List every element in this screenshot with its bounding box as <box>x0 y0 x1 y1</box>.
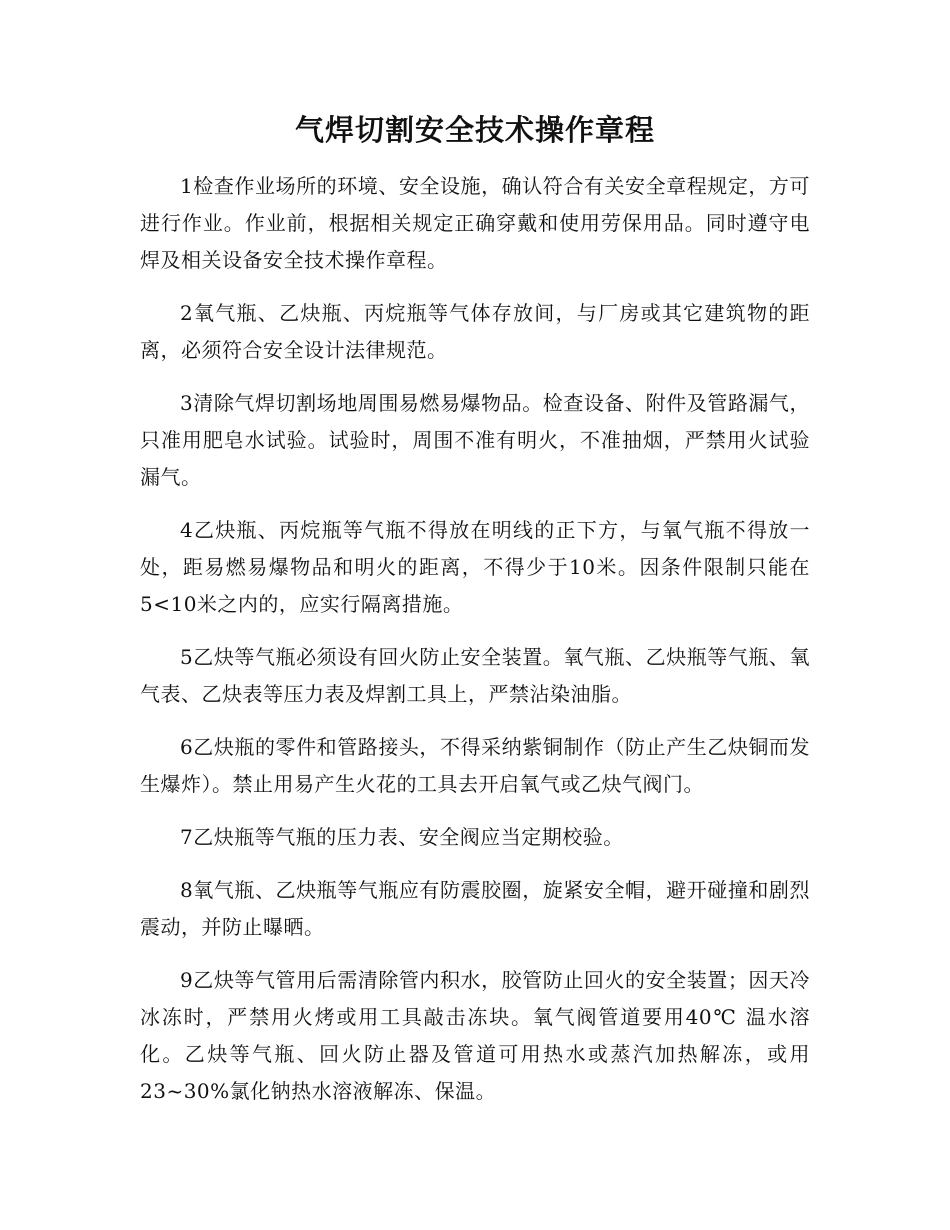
paragraph-3: 3清除气焊切割场地周围易燃易爆物品。检查设备、附件及管路漏气，只准用肥皂水试验。试验时，周围不准有明火，不准抽烟，严禁用火试验漏气。 <box>140 391 810 489</box>
paragraph-1: 1检查作业场所的环境、安全设施，确认符合有关安全章程规定，方可进行作业。作业前，根据相关规定正确穿戴和使用劳保用品。同时遵守电焊及相关设备安全技术操作章程。 <box>140 174 810 272</box>
paragraph-4: 4乙炔瓶、丙烷瓶等气瓶不得放在明线的正下方，与氧气瓶不得放一处，距易燃易爆物品和明火的距离，不得少于10米。因条件限制只能在5<10米之内的，应实行隔离措施。 <box>140 518 810 616</box>
paragraph-9: 9乙炔等气管用后需清除管内积水，胶管防止回火的安全装置；因天冷冰冻时，严禁用火烤或用工具敲击冻块。氧气阀管道要用40℃ 温水溶化。乙炔等气瓶、回火防止器及管道可用热水或蒸汽加热解冻，或用23~30%氯化钠热水溶液解冻、保温。 <box>140 968 810 1103</box>
paragraph-7: 7乙炔瓶等气瓶的压力表、安全阀应当定期校验。 <box>180 825 624 849</box>
paragraph-6: 6乙炔瓶的零件和管路接头，不得采纳紫铜制作（防止产生乙炔铜而发生爆炸）。禁止用易产生火花的工具去开启氧气或乙炔气阀门。 <box>140 735 810 796</box>
paragraph-8: 8氧气瓶、乙炔瓶等气瓶应有防震胶圈，旋紧安全帽，避开碰撞和剧烈震动，并防止曝晒。 <box>140 878 810 939</box>
paragraph-5: 5乙炔等气瓶必须设有回火防止安全装置。氧气瓶、乙炔瓶等气瓶、氧气表、乙炔表等压力表及焊割工具上，严禁沾染油脂。 <box>140 645 810 706</box>
document-title: 气焊切割安全技术操作章程 <box>294 113 655 147</box>
paragraph-2: 2氧气瓶、乙炔瓶、丙烷瓶等气体存放间，与厂房或其它建筑物的距离，必须符合安全设计法律规范。 <box>140 301 810 362</box>
